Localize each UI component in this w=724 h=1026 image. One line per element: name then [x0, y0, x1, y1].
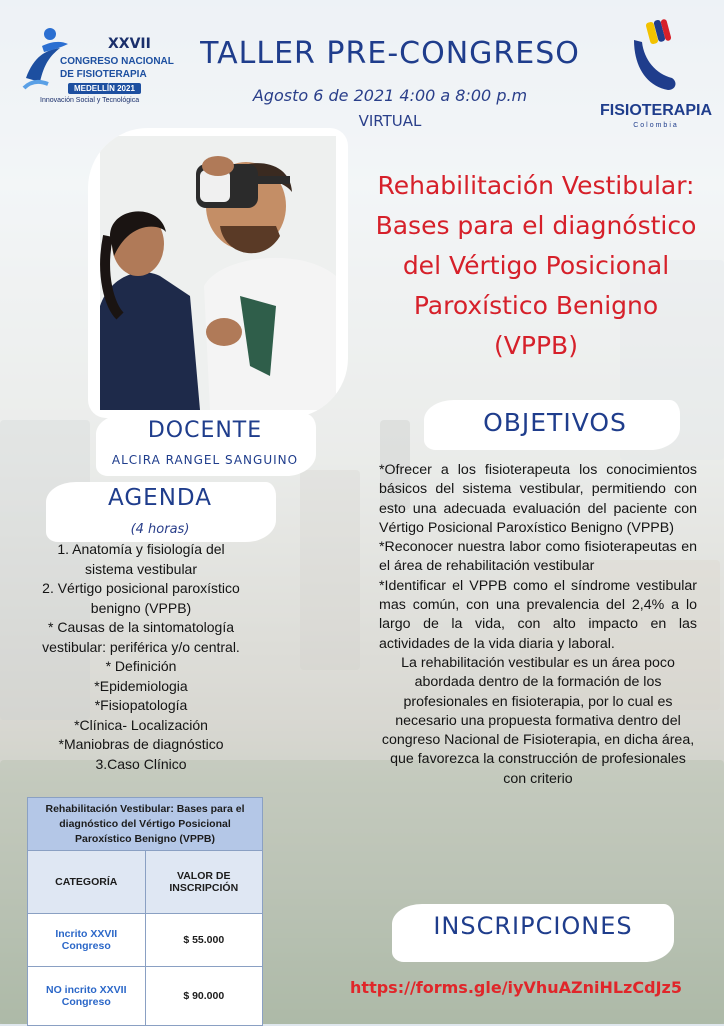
agenda-item: *Clínica- Localización: [74, 716, 208, 733]
objective-item: *Ofrecer a los fisioterapeuta los conocimientos básicos del sistema vestibular, permitiendo con esto una adecuada evaluación del paciente con Vértigo Posicional Paroxístico Benigno (VPPB): [379, 462, 697, 536]
objective-item: *Identificar el VPPB como el síndrome vestibular mas común, con una prevalencia del 2,4% a lo largo de la vida, con alto impacto en las actividades de la vida diaria y laboral.: [379, 577, 697, 652]
docente-name: ALCIRA RANGEL SANGUINO: [111, 453, 299, 467]
congress-edition: XXVII: [108, 36, 151, 52]
price-table-header-category: CATEGORÍA: [28, 851, 146, 914]
price-table: [27, 797, 263, 1026]
price-value-cell: $ 55.000: [145, 914, 263, 967]
agenda-item: vestibular: periférica y/o central.: [42, 638, 240, 655]
price-table-caption: Rehabilitación Vestibular: Bases para el diagnóstico del Vértigo Posicional Paroxístico Benigno (VPPB): [28, 798, 263, 851]
fisioterapia-colombia-logo: [596, 16, 716, 136]
price-category-cell: Incrito XXVII Congreso: [28, 914, 146, 967]
congress-city: MEDELLÍN 2021: [68, 83, 141, 94]
objetivos-heading: OBJETIVOS: [483, 408, 627, 437]
event-mode: VIRTUAL: [358, 112, 422, 130]
agenda-item: 3.Caso Clínico: [95, 755, 187, 772]
inscripciones-heading: INSCRIPCIONES: [433, 912, 633, 940]
agenda-item: sistema vestibular: [84, 560, 198, 577]
vr-headset-photo: [100, 136, 336, 410]
congress-tagline: Innovación Social y Tecnológica: [40, 97, 140, 104]
price-value-cell: $ 90.000: [145, 967, 263, 1026]
agenda-item: * Definición: [105, 658, 177, 674]
congress-line1: CONGRESO NACIONAL: [60, 56, 174, 67]
agenda-list: [0, 540, 282, 774]
table-row: [28, 967, 263, 1026]
agenda-item: *Epidemiologia: [94, 677, 188, 694]
workshop-title-line: Rehabilitación Vestibular:: [377, 171, 695, 200]
objetivos-closing: La rehabilitación vestibular es un área poco abordada dentro de la formación de los profesionales en fisioterapia, por lo cual es necesario una propuesta formativa dentro del congreso Nacional de Fisioterapia, en dicha área, que favorezca la construcción de profesionales con criterio: [381, 654, 695, 787]
table-row: [28, 914, 263, 967]
event-date: Agosto 6 de 2021 4:00 a 8:00 p.m: [252, 86, 528, 105]
fisio-logo-word: FISIOTERAPIA: [599, 102, 712, 119]
agenda-item: 2. Vértigo posicional paroxístico: [42, 580, 240, 596]
workshop-title-line: del Vértigo Posicional: [402, 251, 670, 280]
agenda-item: *Fisiopatología: [94, 697, 188, 713]
workshop-title-line: Paroxístico Benigno: [413, 291, 659, 320]
hand-flag-icon: [626, 16, 686, 96]
congress-logo: [20, 22, 172, 108]
workshop-title-line: (VPPB): [494, 331, 578, 360]
agenda-item: benigno (VPPB): [90, 599, 192, 616]
agenda-item: 1. Anatomía y fisiología del: [57, 541, 225, 557]
workshop-title-line: Bases para el diagnóstico: [375, 211, 697, 240]
congress-line2: DE FISIOTERAPIA: [60, 69, 147, 80]
agenda-duration: (4 horas): [130, 522, 190, 537]
price-table-header-value: VALOR DE INSCRIPCIÓN: [145, 851, 263, 914]
photo-frame: [88, 128, 348, 418]
price-category-cell: NO incrito XXVII Congreso: [28, 967, 146, 1026]
objetivos-text: [379, 461, 697, 789]
agenda-heading: AGENDA: [108, 485, 212, 511]
workshop-title: [356, 166, 716, 366]
objective-item: *Reconocer nuestra labor como fisioterapeutas en el área de rehabilitación vestibular: [379, 539, 697, 575]
docente-heading: DOCENTE: [147, 418, 263, 443]
page-title: TALLER PRE-CONGRESO: [200, 36, 580, 71]
fisio-logo-country: Colombia: [633, 122, 679, 129]
agenda-item: * Causas de la sintomatología: [48, 619, 234, 635]
agenda-item: *Maniobras de diagnóstico: [58, 736, 224, 752]
registration-link[interactable]: https://forms.gle/iyVhuAZniHLzCdJz5: [350, 978, 682, 997]
